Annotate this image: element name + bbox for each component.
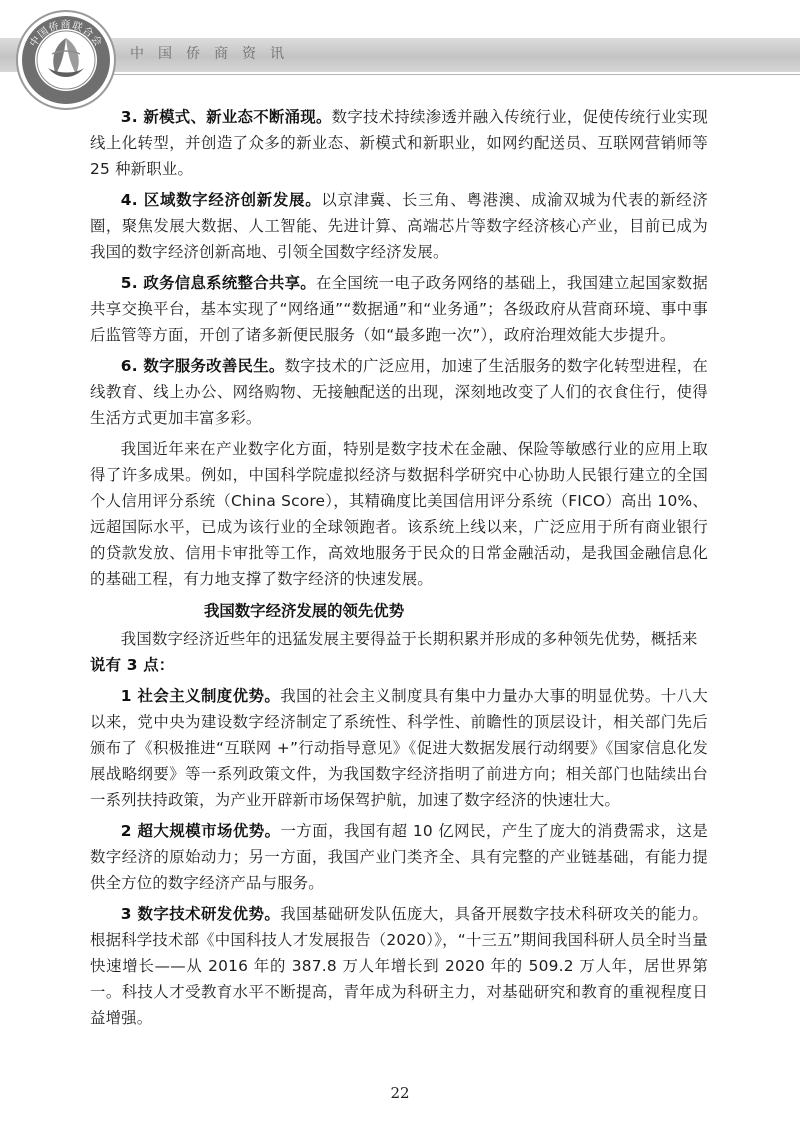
header-title: 中国侨商资讯	[130, 46, 298, 62]
paragraph-lead: 6. 数字服务改善民生。	[120, 357, 285, 375]
paragraph-text: 说有 3 点：	[90, 656, 175, 674]
association-emblem-icon	[14, 8, 118, 112]
paragraph-text: 一方面，我国有超 10 亿网民，产生了庞大的消费需求，这是数字经济的原始动力；另一方面，我国产业门类齐全、具有完整的产业链基础，有能力提供全方位的数字经济产品与服务。	[90, 822, 708, 892]
paragraph-text: 以京津冀、长三角、粤港澳、成渝双城为代表的新经济圈，聚焦发展大数据、人工智能、先进计算、高端芯片等数字经济核心产业，目前已成为我国的数字经济创新高地、引领全国数字经济发展。	[90, 191, 708, 261]
paragraph-continuation	[90, 652, 708, 678]
paragraph	[90, 683, 708, 813]
paragraph-text: 我国数字经济近些年的迅猛发展主要得益于长期积累并形成的多种领先优势，概括来	[120, 630, 698, 648]
paragraph	[90, 626, 708, 652]
paragraph-text: 数字技术持续渗透并融入传统行业，促使传统行业实现线上化转型，并创造了众多的新业态、新模式和新职业，如网约配送员、互联网营销师等25 种新职业。	[90, 108, 708, 178]
paragraph-lead: 2 超大规模市场优势。	[120, 822, 281, 840]
paragraph-text: 数字技术的广泛应用，加速了生活服务的数字化转型进程，在线教育、线上办公、网络购物、无接触配送的出现，深刻地改变了人们的衣食住行，使得生活方式更加丰富多彩。	[90, 357, 708, 427]
article-body	[90, 104, 708, 1031]
paragraph	[90, 353, 708, 431]
section-heading: 我国数字经济发展的领先优势	[204, 602, 405, 620]
paragraph	[90, 104, 708, 182]
header-divider	[96, 74, 800, 75]
header-band	[0, 38, 800, 72]
paragraph	[90, 187, 708, 265]
paragraph-text: 我国基础研发队伍庞大，具备开展数字技术科研攻关的能力。根据科学技术部《中国科技人才发展报告（2020）》，“十三五”期间我国科研人员全时当量快速增长——从 2016 年的 387.8 万人年增长到 2020 年的 509.2 万人年，居世界第一。科技人才受教育水平不断提高，青年成为科研主力，对基础研究和教育的重视程度日益增强。	[90, 905, 708, 1027]
paragraph-lead: 3 数字技术研发优势。	[120, 905, 281, 923]
paragraph-lead: 1 社会主义制度优势。	[120, 687, 281, 705]
paragraph-lead: 4. 区域数字经济创新发展。	[120, 191, 322, 209]
paragraph-text: 我国近年来在产业数字化方面，特别是数字技术在金融、保险等敏感行业的应用上取得了许多成果。例如，中国科学院虚拟经济与数据科学研究中心协助人民银行建立的全国个人信用评分系统（China Score），其精确度比美国信用评分系统（FICO）高出 10%、远超国际水平，已成为该行业的全球领跑者。该系统上线以来，广泛应用于所有商业银行的贷款发放、信用卡审批等工作，高效地服务于民众的日常金融活动，是我国金融信息化的基础工程，有力地支撑了数字经济的快速发展。	[90, 440, 708, 588]
paragraph-text: 我国的社会主义制度具有集中力量办大事的明显优势。十八大以来，党中央为建设数字经济制定了系统性、科学性、前瞻性的顶层设计，相关部门先后颁布了《积极推进“互联网 +”行动指导意见》《促进大数据发展行动纲要》《国家信息化发展战略纲要》等一系列政策文件，为我国数字经济指明了前进方向；相关部门也陆续出台一系列扶持政策，为产业开辟新市场保驾护航，加速了数字经济的快速壮大。	[90, 687, 708, 809]
paragraph	[90, 270, 708, 348]
logo-text: 中国侨商联合会	[28, 20, 104, 50]
page-header	[0, 0, 800, 110]
paragraph	[90, 901, 708, 1031]
paragraph	[90, 436, 708, 592]
paragraph-lead: 5. 政务信息系统整合共享。	[120, 274, 316, 292]
paragraph-lead: 3. 新模式、新业态不断涌现。	[120, 108, 332, 126]
page-number: 22	[390, 1084, 410, 1102]
paragraph-text: 在全国统一电子政务网络的基础上，我国建立起国家数据共享交换平台，基本实现了“网络通”“数据通”和“业务通”；各级政府从营商环境、事中事后监管等方面，开创了诸多新便民服务（如“最多跑一次”），政府治理效能大步提升。	[90, 274, 708, 344]
paragraph	[90, 818, 708, 896]
